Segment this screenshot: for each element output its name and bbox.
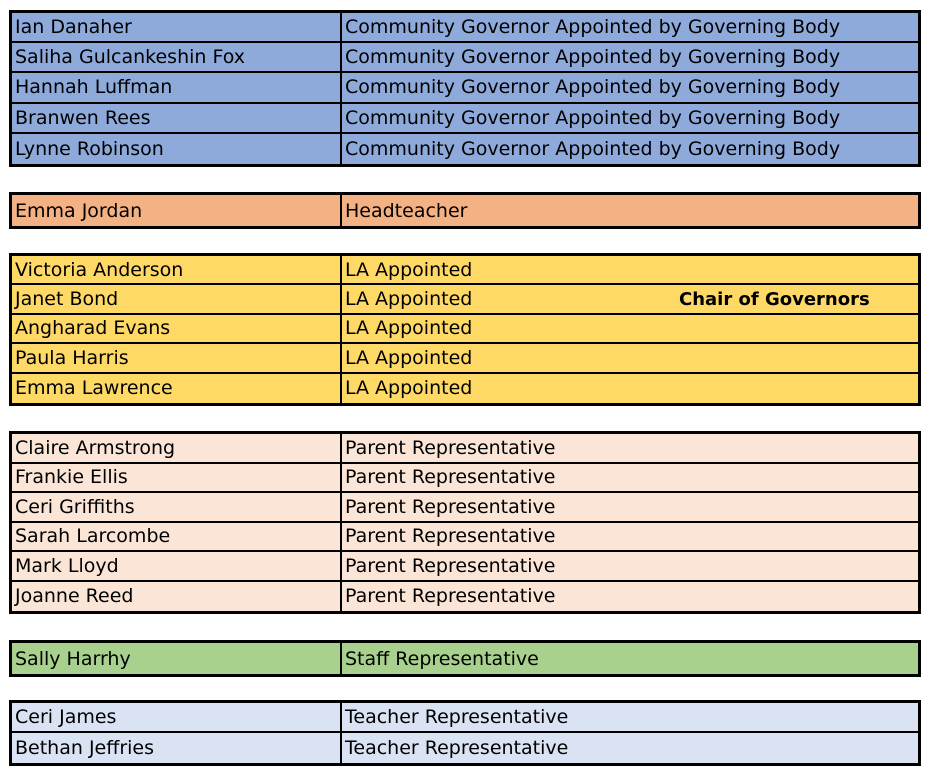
role-label: LA Appointed: [345, 317, 473, 340]
governor-name: Ceri James: [12, 703, 342, 731]
governor-name: Ian Danaher: [12, 13, 342, 41]
role-label: LA Appointed: [345, 258, 473, 281]
governor-role: [342, 582, 918, 612]
role-label: Teacher Representative: [345, 737, 569, 759]
table-row: [12, 582, 918, 612]
governor-role: [342, 464, 918, 492]
table-row: [12, 733, 918, 763]
group-teacher: [9, 700, 921, 766]
table-row: [12, 134, 918, 164]
role-label: Parent Representative: [345, 554, 556, 577]
governor-name: Lynne Robinson: [12, 134, 342, 164]
role-label: LA Appointed: [345, 377, 473, 400]
table-row: [12, 344, 918, 373]
role-label: Community Governor Appointed by Governing Body: [345, 16, 841, 39]
governor-role: [342, 493, 918, 521]
role-label: Parent Representative: [345, 436, 556, 459]
governor-name: Angharad Evans: [12, 315, 342, 342]
table-row: [12, 315, 918, 344]
governor-role: [342, 195, 918, 226]
governor-role: [342, 552, 918, 580]
table-row: [12, 434, 918, 464]
role-label: Parent Representative: [345, 585, 556, 608]
governor-name: Emma Jordan: [12, 195, 342, 226]
role-label: LA Appointed: [345, 346, 473, 369]
table-row: [12, 195, 918, 226]
governor-name: Joanne Reed: [12, 582, 342, 612]
table-row: [12, 703, 918, 733]
governor-role: [342, 43, 918, 71]
role-label: Parent Representative: [345, 525, 556, 548]
role-label: Parent Representative: [345, 466, 556, 489]
table-row: [12, 13, 918, 43]
governor-name: Hannah Luffman: [12, 73, 342, 101]
governor-role: [342, 374, 918, 403]
governor-role: [342, 315, 918, 342]
governor-role: [342, 285, 918, 312]
role-label: LA Appointed: [345, 288, 473, 311]
governor-role: [342, 703, 918, 731]
group-headteacher: [9, 192, 921, 229]
governor-name: Mark Lloyd: [12, 552, 342, 580]
table-row: [12, 464, 918, 494]
table-row: [12, 552, 918, 582]
governor-name: Branwen Rees: [12, 104, 342, 132]
governor-name: Sarah Larcombe: [12, 523, 342, 551]
governor-name: Janet Bond: [12, 285, 342, 312]
group-la-appointed: [9, 253, 921, 406]
governor-role: [342, 104, 918, 132]
governor-role: [342, 523, 918, 551]
chair-note: Chair of Governors: [679, 288, 870, 310]
governor-name: Bethan Jeffries: [12, 733, 342, 763]
role-label: Staff Representative: [345, 647, 539, 670]
group-staff: [9, 640, 921, 677]
role-label: Community Governor Appointed by Governing Body: [345, 46, 841, 69]
governor-role: [342, 733, 918, 763]
governor-name: Claire Armstrong: [12, 434, 342, 462]
table-row: [12, 73, 918, 103]
governor-name: Emma Lawrence: [12, 374, 342, 403]
role-label: Headteacher: [345, 199, 468, 222]
governor-name: Victoria Anderson: [12, 256, 342, 283]
group-parent: [9, 431, 921, 614]
governor-name: Paula Harris: [12, 344, 342, 371]
governor-name: Sally Harrhy: [12, 643, 342, 674]
governor-name: Saliha Gulcankeshin Fox: [12, 43, 342, 71]
governor-role: [342, 73, 918, 101]
group-community: [9, 10, 921, 167]
role-label: Parent Representative: [345, 495, 556, 518]
governor-role: [342, 256, 918, 283]
role-label: Teacher Representative: [345, 706, 569, 728]
governor-name: Ceri Griffiths: [12, 493, 342, 521]
governor-role: [342, 134, 918, 164]
table-row: [12, 256, 918, 285]
table-row: [12, 523, 918, 553]
governor-role: [342, 643, 918, 674]
governor-name: Frankie Ellis: [12, 464, 342, 492]
governor-role: [342, 344, 918, 371]
table-row: [12, 43, 918, 73]
role-label: Community Governor Appointed by Governing Body: [345, 137, 841, 160]
governor-role: [342, 434, 918, 462]
table-row: [12, 643, 918, 674]
governor-role: [342, 13, 918, 41]
table-row: [12, 493, 918, 523]
role-label: Community Governor Appointed by Governing Body: [345, 76, 841, 99]
role-label: Community Governor Appointed by Governing Body: [345, 106, 841, 129]
table-row: [12, 104, 918, 134]
table-row: [12, 374, 918, 403]
table-row: [12, 285, 918, 314]
